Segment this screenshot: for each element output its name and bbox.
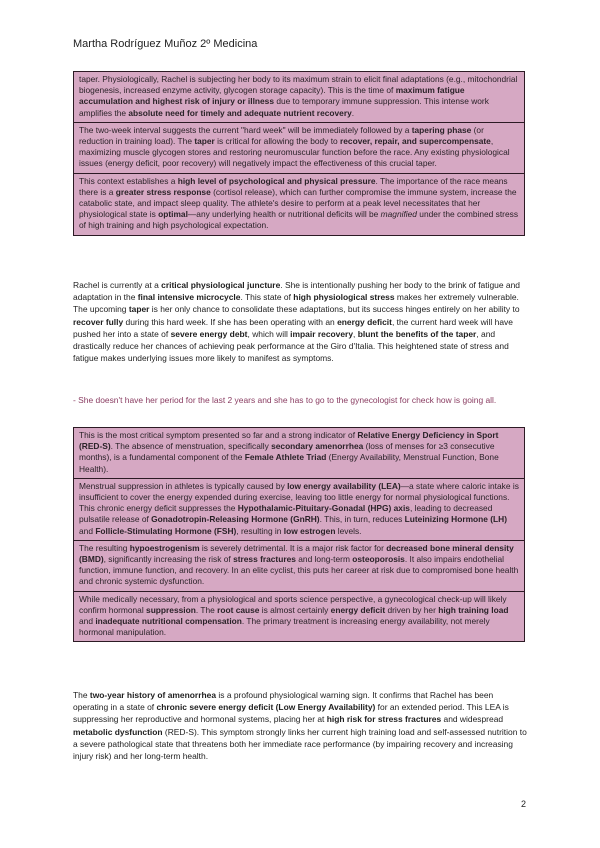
callout-box: While medically necessary, from a physiological and sports science perspective, a gynecological check-up will likely confirm hormonal suppression. The root cause is almost certainly energy deficit driven by her high training load and inadequate nutritional compensation. The primary treatment is increasing energy availability, not merely hormonal manipulation.	[79, 593, 509, 638]
emphasis-text: blunt the benefits of the taper	[357, 328, 477, 339]
callout-box: The resulting hypoestrogenism is severely detrimental. It is a major risk factor for decreased bone mineral density (BMD), significantly increasing the risk of stress fractures and long-term osteoporosis. It also impairs endothelial function, immune function, and recovery. In an elite cyclist, this puts her career at risk due to compromised bone health and chronic systemic dysfunction.	[74, 541, 524, 592]
emphasis-text: recover, repair, and supercompensate	[340, 136, 491, 147]
emphasis-text: taper	[194, 136, 215, 147]
emphasis-text: suppression	[146, 604, 196, 615]
callout-group-amenorrhea	[73, 427, 525, 642]
emphasis-text: maximum fatigue accumulation and highest risk of injury or illness	[79, 85, 465, 107]
emphasis-text: Hypothalamic-Pituitary-Gonadal (HPG) axis	[237, 503, 410, 514]
callout-group-training	[73, 71, 525, 236]
emphasis-text: tapering phase	[411, 124, 472, 135]
emphasis-text: inadequate nutritional compensation	[95, 616, 242, 627]
emphasis-text: final intensive microcycle	[137, 292, 241, 303]
callout-box: taper. Physiologically, Rachel is subjecting her body to its maximum strain to elicit final adaptations (e.g., mitochondrial biogenesis, increased enzyme activity, glycogen storage capacity). This is the time of maximum fatigue accumulation and highest risk of injury or illness due to temporary immune suppression. This intense work amplifies the absolute need for timely and adequate nutrient recovery.	[74, 72, 524, 123]
emphasis-text: low estrogen	[283, 525, 336, 536]
emphasis-text: absolute need for timely and adequate nutrient recovery	[128, 107, 352, 118]
callout-box: The two-week interval suggests the current "hard week" will be immediately followed by a tapering phase (or reduction in training load). The taper is critical for allowing the body to recover, repair, and supercompensate, maximizing muscle glycogen stores and restoring neuromuscular function before the race. Any existing physiological issues (energy deficit, poor recovery) will negatively impact the effectiveness of this crucial taper.	[74, 123, 524, 174]
emphasis-text: high level of psychological and physical pressure	[177, 175, 376, 186]
emphasis-text: secondary amenorrhea	[271, 441, 364, 452]
emphasis-text: high training load	[438, 604, 509, 615]
emphasis-text: greater stress response	[115, 186, 211, 197]
page-number: 2	[520, 799, 526, 809]
callout-box: This is the most critical symptom presented so far and a strong indicator of Relative Energy Deficiency in Sport (RED-S). The absence of menstruation, specifically secondary amenorrhea (loss of menses for ≥3 consecutive months), is a fundamental component of the Female Athlete Triad (Energy Availability, Menstrual Function, Bone Health).	[74, 428, 524, 479]
emphasis-text: high physiological stress	[293, 292, 395, 303]
emphasis-text: recover fully	[73, 316, 124, 327]
emphasis-text: decreased bone mineral density (BMD)	[79, 542, 514, 565]
emphasis-text: Female Athlete Triad	[244, 452, 327, 463]
emphasis-text: energy deficit	[330, 604, 386, 615]
emphasis-text: Gonadotropin-Releasing Hormone (GnRH)	[151, 514, 320, 525]
emphasis-text: root cause	[217, 604, 260, 615]
emphasis-text: Follicle-Stimulating Hormone (FSH)	[95, 525, 237, 536]
emphasis-text: two-year history of amenorrhea	[89, 690, 217, 700]
emphasis-text: optimal	[158, 209, 188, 220]
emphasis-text: Luteinizing Hormone (LH)	[404, 514, 507, 525]
emphasis-text: low energy availability (LEA)	[287, 480, 401, 491]
case-note: - She doesn't have her period for the last 2 years and she has to go to the gynecologist for check how is going all.	[73, 395, 497, 405]
document-header: Martha Rodríguez Muñoz 2º Medicina	[73, 38, 258, 50]
emphasis-text: taper	[128, 304, 150, 315]
body-paragraph: The two-year history of amenorrhea is a profound physiological warning sign. It confirms that Rachel has been operating in a state of chronic severe energy deficit (Low Energy Availability) for an extended period. This LEA is suppressing her reproductive and hormonal systems, placing her at high risk for stress fractures and widespread metabolic dysfunction (RED-S). This symptom strongly links her current high training load and self-assessed nutrition to a severe pathological state that threatens both her immediate race performance (by impairing recovery and increasing injury risk) and her long-term health.	[73, 690, 527, 762]
emphasis-text: stress fractures	[233, 554, 296, 565]
emphasis-text: chronic severe energy deficit (Low Energy Availability)	[156, 702, 376, 713]
italic-text: magnified	[380, 209, 417, 220]
emphasis-text: hypoestrogenism	[129, 542, 200, 553]
emphasis-text: impair recovery	[290, 328, 354, 339]
emphasis-text: osteoporosis	[352, 554, 405, 565]
emphasis-text: severe energy debt	[170, 328, 248, 339]
emphasis-text: energy deficit	[337, 316, 392, 327]
callout-box: Menstrual suppression in athletes is typically caused by low energy availability (LEA)—a state where caloric intake is insufficient to cover the energy expended during exercise, leaving too little energy for normal physiological functions. This chronic energy deficit suppresses the Hypothalamic-Pituitary-Gonadal (HPG) axis, leading to decreased pulsatile release of Gonadotropin-Releasing Hormone (GnRH). This, in turn, reduces Luteinizing Hormone (LH) and Follicle-Stimulating Hormone (FSH), resulting in low estrogen levels.	[74, 479, 524, 541]
emphasis-text: Relative Energy Deficiency in Sport (RED-S)	[79, 430, 499, 452]
body-paragraph: Rachel is currently at a critical physiological juncture. She is intentionally pushing her body to the brink of fatigue and adaptation in the final intensive microcycle. This state of high physiological stress makes her extremely vulnerable. The upcoming taper is her only chance to consolidate these adaptations, but its success hinges entirely on her ability to recover fully during this hard week. If she has been operating with an energy deficit, the current hard week will have pushed her into a state of severe energy debt, which will impair recovery, blunt the benefits of the taper, and drastically reduce her chances of achieving peak performance at the Giro d'Italia. This heightened state of stress and fatigue makes underlying issues more likely to manifest as symptoms.	[73, 280, 520, 364]
emphasis-text: high risk for stress fractures	[326, 714, 442, 725]
emphasis-text: metabolic dysfunction	[73, 726, 163, 737]
callout-box: This context establishes a high level of psychological and physical pressure. The importance of the race means there is a greater stress response (cortisol release), which can further compromise the immune system, increase the catabolic state, and impact sleep quality. The athlete's desire to perform at a peak level necessitates that her physiological state is optimal—any underlying health or nutritional deficits will be magnified under the combined stress of high training and high psychological expectation.	[79, 175, 519, 231]
emphasis-text: critical physiological juncture	[161, 280, 281, 290]
